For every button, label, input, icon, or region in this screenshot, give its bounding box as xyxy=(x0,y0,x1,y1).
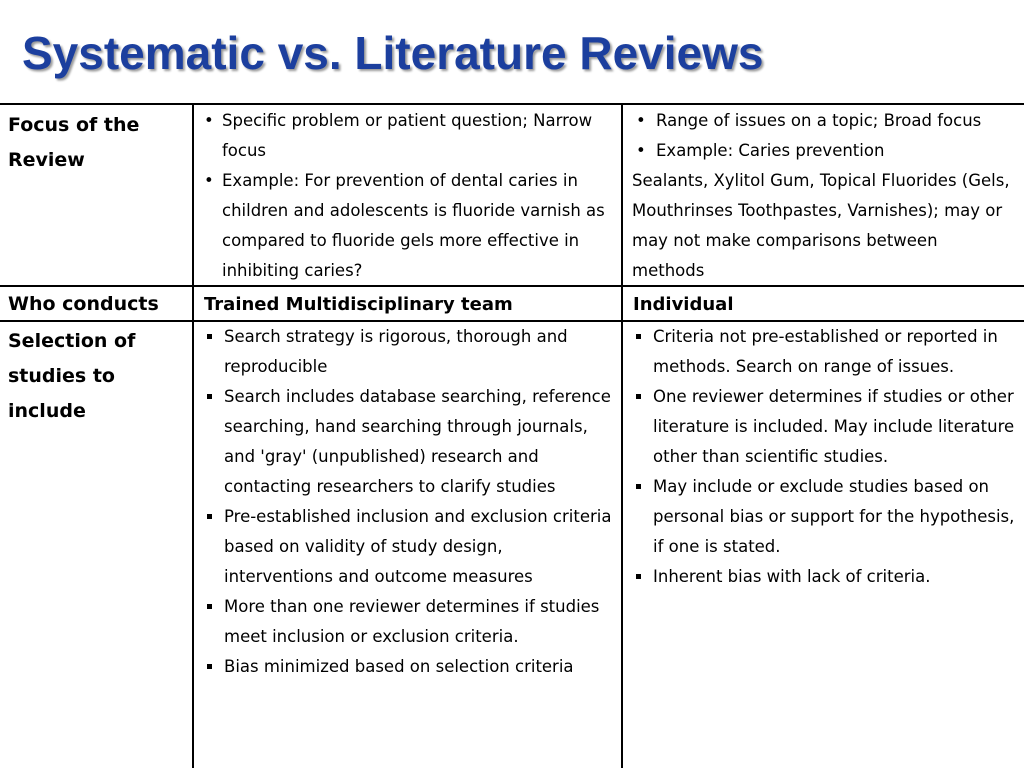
table-top-border xyxy=(0,103,1024,105)
list-item: Pre-established inclusion and exclusion criteria based on validity of study design, interventions and outcome measures xyxy=(202,502,614,592)
list-item: More than one reviewer determines if studies meet inclusion or exclusion criteria. xyxy=(202,592,614,652)
column-divider xyxy=(192,104,194,768)
systematic-focus-cell xyxy=(200,106,614,286)
list-item: Search includes database searching, reference searching, hand searching through journals, and 'gray' (unpublished) research and contacting researchers to clarify studies xyxy=(202,382,614,502)
systematic-who-cell: Trained Multidisciplinary team xyxy=(204,294,513,315)
list-item: Criteria not pre-established or reported in methods. Search on range of issues. xyxy=(631,322,1021,382)
list-item: May include or exclude studies based on personal bias or support for the hypothesis, if one is stated. xyxy=(631,472,1021,562)
literature-selection-cell xyxy=(631,322,1021,592)
systematic-selection-cell xyxy=(202,322,614,682)
list-item: • Example: Caries prevention xyxy=(632,136,1024,166)
row-header-line: Selection of xyxy=(8,330,136,352)
list-item: Inherent bias with lack of criteria. xyxy=(631,562,1021,592)
list-item: One reviewer determines if studies or other literature is included. May include literature other than scientific studies. xyxy=(631,382,1021,472)
list-item: • Range of issues on a topic; Broad focus xyxy=(632,106,1024,136)
literature-who-cell: Individual xyxy=(633,294,734,315)
list-item: Search strategy is rigorous, thorough and reproducible xyxy=(202,322,614,382)
row-header-who: Who conducts xyxy=(8,293,159,315)
list-item: • Example: For prevention of dental caries in children and adolescents is fluoride varnish as compared to fluoride gels more effective in inhibiting caries? xyxy=(200,166,614,286)
row-header-line: Review xyxy=(8,149,85,171)
row-header-line: include xyxy=(8,400,86,422)
column-divider xyxy=(621,104,623,768)
row-header-selection xyxy=(8,324,188,429)
row-header-line: Focus of the xyxy=(8,114,140,136)
list-item: • Specific problem or patient question; Narrow focus xyxy=(200,106,614,166)
row-header-line: studies to xyxy=(8,365,115,387)
literature-focus-cell xyxy=(632,106,1024,286)
literature-focus-text: Sealants, Xylitol Gum, Topical Fluorides (Gels, Mouthrinses Toothpastes, Varnishes); may or may not make comparisons between methods xyxy=(632,171,1010,280)
list-item: Bias minimized based on selection criteria xyxy=(202,652,614,682)
row-header-focus xyxy=(8,108,188,178)
slide-title: Systematic vs. Literature Reviews xyxy=(22,27,764,79)
